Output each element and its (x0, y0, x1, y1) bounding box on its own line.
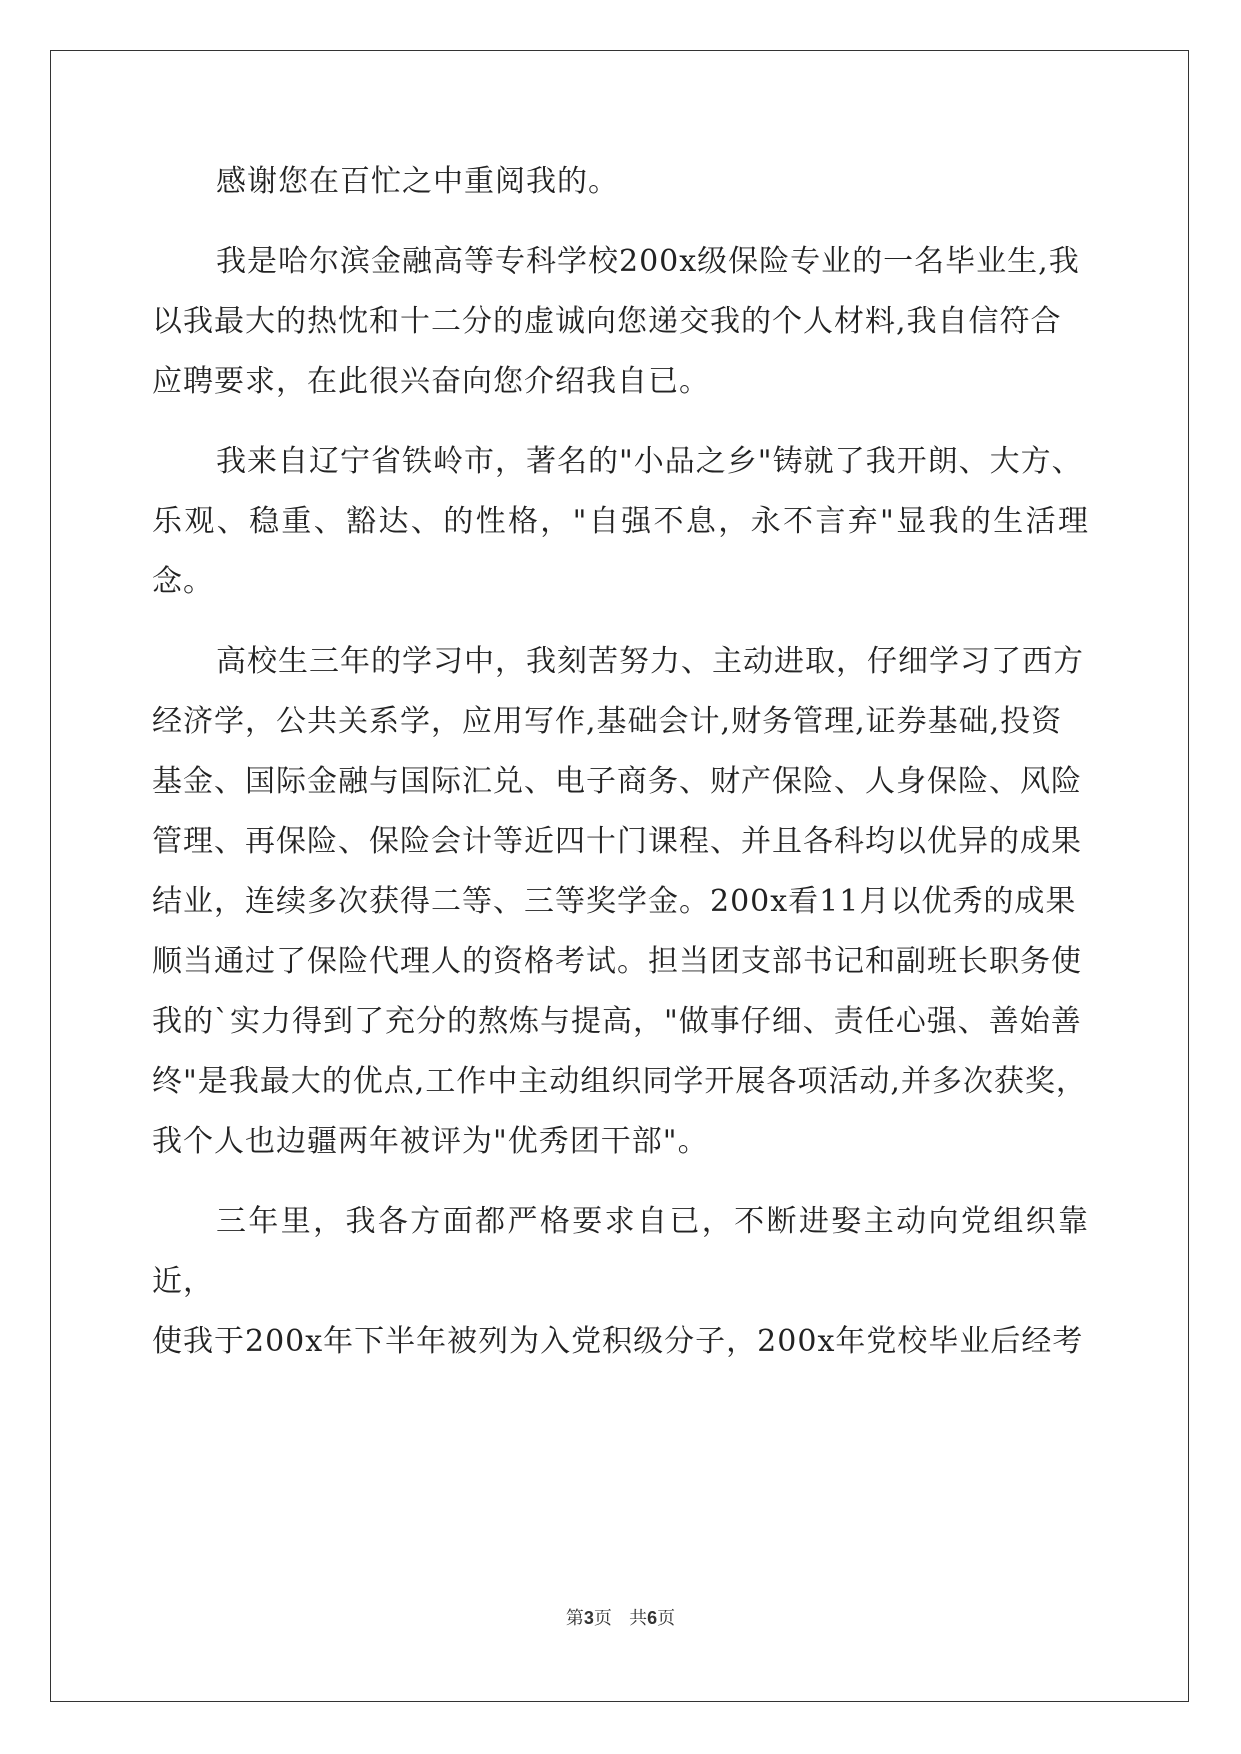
page-label-suffix: 页 (593, 1608, 612, 1629)
paragraph-introduction: 我是哈尔滨金融高等专科学校200x级保险专业的一名毕业生,我 以我最大的热忱和十二分的虚诚向您递交我的个人材料,我自信符合 应聘要求，在此很兴奋向您介绍我自已。 (152, 244, 1080, 399)
document-body (152, 152, 1089, 1372)
total-page-number: 6 (647, 1608, 658, 1628)
paragraph-hometown: 我来自辽宁省铁岭市，著名的"小品之乡"铸就了我开朗、大方、 乐观、稳重、豁达、的性格，"自强不息，永不言弃"显我的生活理念。 (152, 444, 1089, 599)
total-label-suffix: 页 (657, 1608, 676, 1629)
page-label-prefix: 第 (565, 1608, 584, 1629)
paragraph-conduct: 三年里，我各方面都严格要求自已，不断进娶主动向党组织靠近， 使我于200x年下半年被列为入党积级分子，200x年党校毕业后经考 (152, 1204, 1089, 1359)
current-page-number: 3 (583, 1608, 594, 1628)
paragraph-greeting: 感谢您在百忙之中重阅我的。 (216, 164, 619, 199)
paragraph-education: 高校生三年的学习中，我刻苦努力、主动进取，仔细学习了西方 经济学，公共关系学，应用写作,基础会计,财务管理,证券基础,投资 基金、国际金融与国际汇兑、电子商务、财产保险、人身保险、风险 管理、再保险、保险会计等近四十门课程、并且各科均以优异的成果 结业，连续多次获得二等、三等奖学金。200x看11月以优秀的成果 顺当通过了保险代理人的资格考试。担当团支部书记和副班长职务使 我的`实力得到了充分的熬炼与提高，"做事仔细、责任心强、善始善 终"是我最大的优点,工作中主动组织同学开展各项活动,并多次获奖， 我个人也边疆两年被评为"优秀团干部"。 (152, 644, 1087, 1159)
page-number-footer (0, 1604, 1241, 1630)
total-label-prefix: 共 (629, 1608, 648, 1629)
